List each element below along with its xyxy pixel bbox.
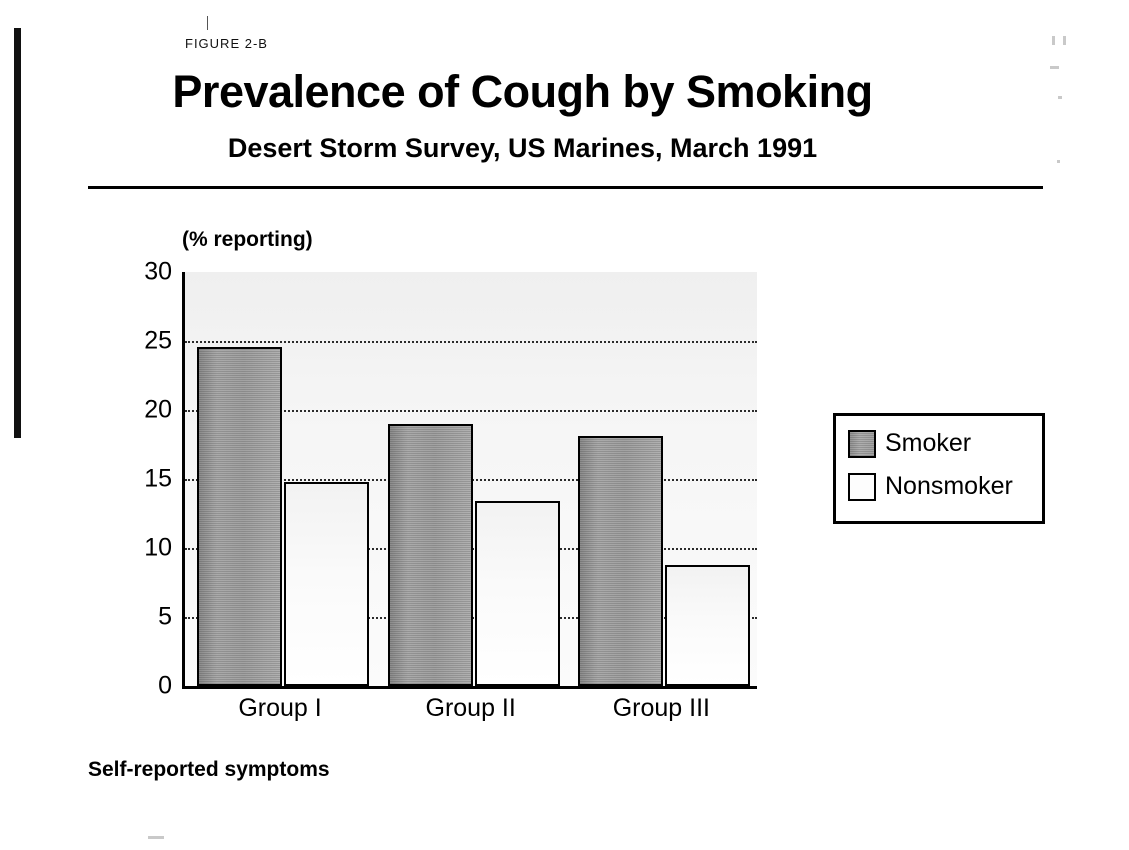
y-tick-label: 30 bbox=[144, 257, 172, 286]
legend-item-nonsmoker bbox=[848, 472, 1013, 501]
y-axis-tick-labels bbox=[110, 257, 172, 700]
bar-nonsmoker bbox=[284, 482, 369, 686]
bar-nonsmoker bbox=[475, 501, 560, 686]
figure-label: FIGURE 2-B bbox=[185, 36, 268, 51]
bar-series-container bbox=[185, 272, 757, 686]
y-tick-label: 5 bbox=[158, 602, 172, 631]
legend-label-nonsmoker: Nonsmoker bbox=[885, 472, 1013, 500]
bar-smoker bbox=[388, 424, 473, 686]
scan-speck bbox=[1063, 36, 1066, 45]
y-tick-label: 25 bbox=[144, 326, 172, 355]
legend-swatch-smoker-icon bbox=[848, 430, 876, 458]
plot-area bbox=[182, 272, 757, 689]
chart-legend bbox=[833, 413, 1045, 524]
legend-swatch-nonsmoker-icon bbox=[848, 473, 876, 501]
y-tick-label: 15 bbox=[144, 464, 172, 493]
bar-nonsmoker bbox=[665, 565, 750, 686]
legend-label-smoker: Smoker bbox=[885, 429, 972, 457]
y-axis-unit-label: (% reporting) bbox=[182, 228, 313, 251]
bar-smoker bbox=[197, 347, 282, 686]
scan-speck bbox=[1050, 66, 1059, 69]
x-tick-label: Group III bbox=[612, 694, 710, 722]
x-axis-category-labels bbox=[182, 694, 758, 730]
x-tick-label: Group II bbox=[425, 694, 516, 722]
y-tick-label: 20 bbox=[144, 395, 172, 424]
y-tick-label: 10 bbox=[144, 533, 172, 562]
page-subtitle: Desert Storm Survey, US Marines, March 1991 bbox=[227, 133, 818, 163]
x-tick-label: Group I bbox=[238, 694, 322, 722]
bar-smoker bbox=[578, 436, 663, 686]
page-title: Prevalence of Cough by Smoking bbox=[172, 66, 873, 117]
footnote: Self-reported symptoms bbox=[88, 758, 330, 781]
scan-speck bbox=[148, 836, 164, 839]
y-tick-label: 0 bbox=[158, 671, 172, 700]
legend-item-smoker bbox=[848, 429, 971, 458]
scan-speck bbox=[1058, 96, 1062, 99]
scan-speck bbox=[1052, 36, 1055, 45]
scan-speck bbox=[1057, 160, 1060, 163]
